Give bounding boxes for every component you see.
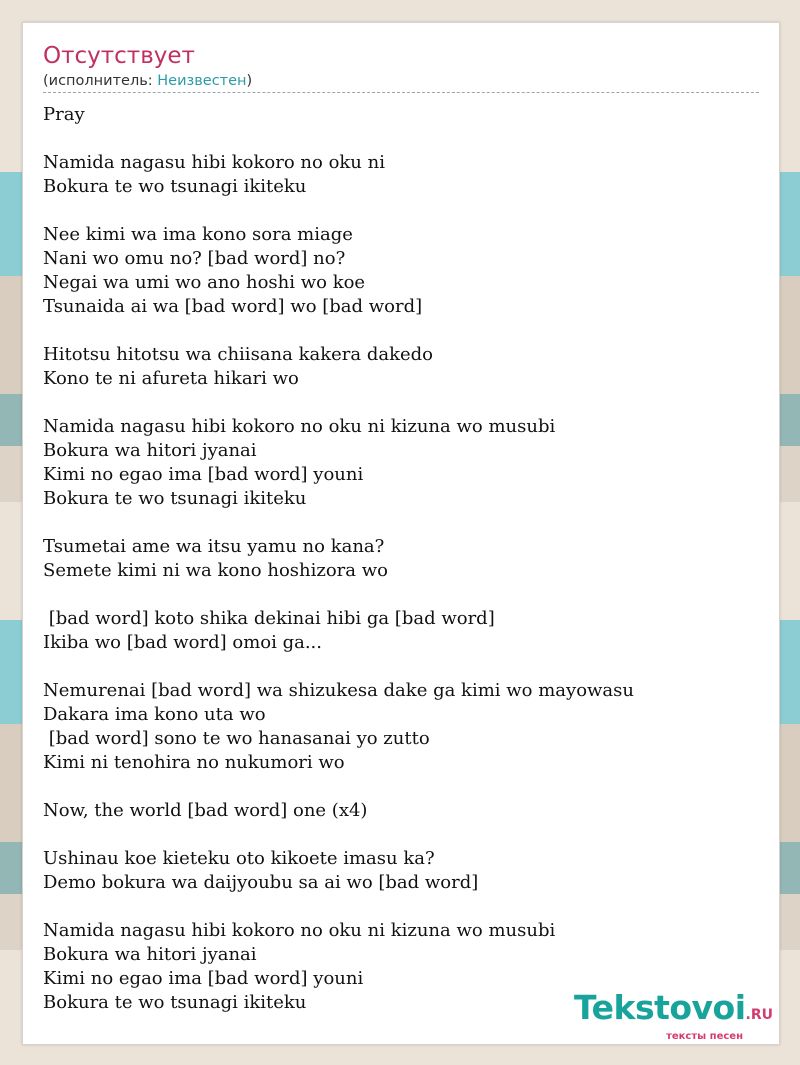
lyrics-line: Nee kimi wa ima kono sora miage — [43, 224, 353, 245]
logo-tagline: тексты песен — [666, 1031, 743, 1042]
lyrics-blank-line — [43, 895, 763, 919]
lyrics-line: Bokura wa hitori jyanai — [43, 440, 257, 461]
lyrics-line: Demo bokura wa daijyoubu sa ai wo [bad word] — [43, 872, 479, 893]
lyrics-line: Hitotsu hitotsu wa chiisana kakera dakedo — [43, 344, 434, 365]
lyrics-line: Nani wo omu no? [bad word] no? — [43, 248, 346, 269]
lyrics-line: Bokura wa hitori jyanai — [43, 944, 257, 965]
artist-suffix: ) — [246, 73, 253, 89]
logo-tld: .RU — [745, 1007, 773, 1023]
lyrics-line: Negai wa umi wo ano hoshi wo koe — [43, 272, 366, 293]
song-header — [43, 41, 759, 93]
lyrics-line: Ushinau koe kieteku oto kikoete imasu ka? — [43, 848, 435, 869]
artist-line — [43, 71, 759, 91]
lyrics-line: Kimi ni tenohira no nukumori wo — [43, 752, 345, 773]
lyrics-line: Namida nagasu hibi kokoro no oku ni — [43, 152, 385, 173]
lyrics-line: Kono te ni afureta hikari wo — [43, 368, 299, 389]
lyrics-line: Bokura te wo tsunagi ikiteku — [43, 488, 307, 509]
site-logo[interactable] — [573, 988, 773, 1042]
lyrics-line: [bad word] koto shika dekinai hibi ga [bad word] — [43, 608, 495, 629]
lyrics-line: Pray — [43, 104, 85, 125]
logo-wordmark: Tekstovoi — [573, 988, 746, 1027]
lyrics-line: Bokura te wo tsunagi ikiteku — [43, 176, 307, 197]
lyrics-line: Dakara ima kono uta wo — [43, 704, 266, 725]
lyrics-text — [43, 103, 763, 1015]
lyrics-line: Kimi no egao ima [bad word] youni — [43, 968, 364, 989]
lyrics-line: Tsunaida ai wa [bad word] wo [bad word] — [43, 296, 423, 317]
lyrics-blank-line — [43, 775, 763, 799]
song-title: Отсутствует — [43, 43, 195, 69]
lyrics-blank-line — [43, 319, 763, 343]
lyrics-line: [bad word] sono te wo hanasanai yo zutto — [43, 728, 430, 749]
lyrics-line: Namida nagasu hibi kokoro no oku ni kizuna wo musubi — [43, 920, 556, 941]
lyrics-blank-line — [43, 199, 763, 223]
lyrics-blank-line — [43, 391, 763, 415]
artist-link[interactable]: Неизвестен — [157, 73, 247, 89]
lyrics-line: Semete kimi ni wa kono hoshizora wo — [43, 560, 388, 581]
lyrics-blank-line — [43, 583, 763, 607]
lyrics-blank-line — [43, 127, 763, 151]
lyrics-blank-line — [43, 511, 763, 535]
lyrics-blank-line — [43, 823, 763, 847]
lyrics-line: Kimi no egao ima [bad word] youni — [43, 464, 364, 485]
lyrics-card — [22, 22, 780, 1045]
lyrics-blank-line — [43, 655, 763, 679]
lyrics-line: Nemurenai [bad word] wa shizukesa dake ga kimi wo mayowasu — [43, 680, 634, 701]
lyrics-line: Bokura te wo tsunagi ikiteku — [43, 992, 307, 1013]
lyrics-line: Namida nagasu hibi kokoro no oku ni kizuna wo musubi — [43, 416, 556, 437]
lyrics-line: Tsumetai ame wa itsu yamu no kana? — [43, 536, 385, 557]
artist-prefix: (исполнитель: — [43, 73, 158, 89]
lyrics-line: Now, the world [bad word] one (x4) — [43, 800, 368, 821]
lyrics-line: Ikiba wo [bad word] omoi ga... — [43, 632, 322, 653]
